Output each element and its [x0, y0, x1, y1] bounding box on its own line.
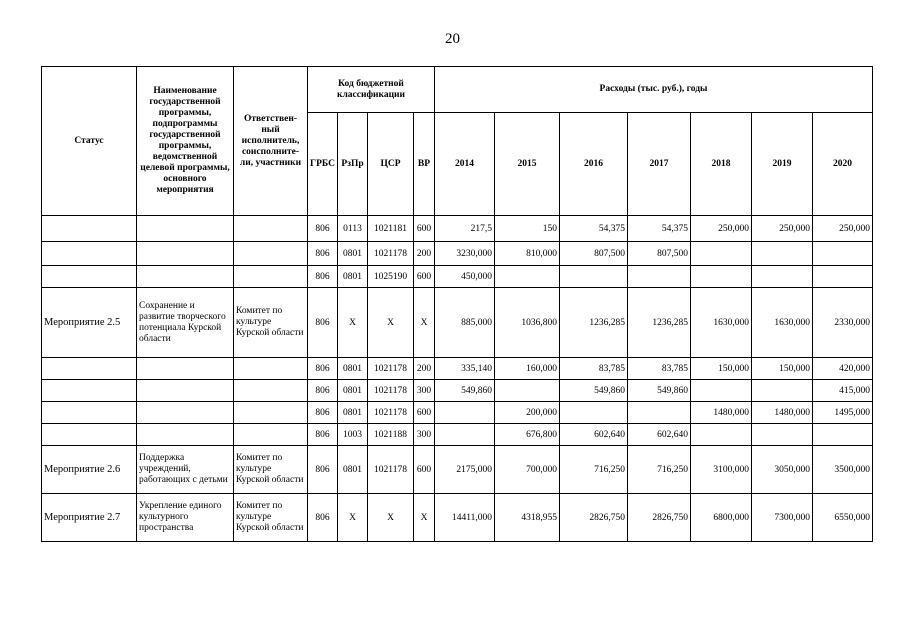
- row-grbs: 806: [308, 402, 338, 424]
- row-expense-value: 549,860: [560, 380, 628, 402]
- row-csr: 1021178: [368, 242, 414, 266]
- row-expense-value: 885,000: [435, 288, 495, 358]
- header-year: 2019: [752, 113, 813, 216]
- row-expense-value: [628, 402, 691, 424]
- row-expense-value: 250,000: [813, 216, 873, 242]
- row-expense-value: 200,000: [495, 402, 560, 424]
- row-grbs: 806: [308, 288, 338, 358]
- row-expense-value: [752, 380, 813, 402]
- row-expense-value: 14411,000: [435, 494, 495, 542]
- row-expense-value: [495, 266, 560, 288]
- row-expense-value: 150,000: [691, 358, 752, 380]
- row-program-name: Укрепление единого культурного пространства: [137, 494, 234, 542]
- row-expense-value: [752, 424, 813, 446]
- row-csr: 1021178: [368, 402, 414, 424]
- row-program-name: [137, 358, 234, 380]
- row-expense-value: 335,140: [435, 358, 495, 380]
- row-grbs: 806: [308, 380, 338, 402]
- row-expense-value: 4318,955: [495, 494, 560, 542]
- table-row: [42, 266, 873, 288]
- row-status: Мероприятие 2.7: [42, 494, 137, 542]
- row-status: [42, 424, 137, 446]
- row-expense-value: 1630,000: [752, 288, 813, 358]
- table-row: [42, 446, 873, 494]
- row-vr: 600: [414, 266, 435, 288]
- row-status: [42, 358, 137, 380]
- row-status: Мероприятие 2.5: [42, 288, 137, 358]
- row-expense-value: 810,000: [495, 242, 560, 266]
- row-expense-value: [495, 380, 560, 402]
- row-rzpr: 0801: [338, 380, 368, 402]
- row-rzpr: 0801: [338, 266, 368, 288]
- row-rzpr: 0113: [338, 216, 368, 242]
- row-expense-value: 2175,000: [435, 446, 495, 494]
- row-expense-value: 150,000: [752, 358, 813, 380]
- row-expense-value: 676,800: [495, 424, 560, 446]
- row-expense-value: [813, 424, 873, 446]
- row-status: [42, 380, 137, 402]
- row-grbs: 806: [308, 266, 338, 288]
- header-expenses: Расходы (тыс. руб.), годы: [435, 67, 873, 113]
- row-expense-value: [691, 266, 752, 288]
- row-expense-value: 549,860: [435, 380, 495, 402]
- budget-table: [41, 66, 873, 542]
- row-expense-value: [691, 424, 752, 446]
- row-vr: Х: [414, 494, 435, 542]
- row-expense-value: [560, 266, 628, 288]
- row-vr: 600: [414, 446, 435, 494]
- table-row: [42, 288, 873, 358]
- table-row: [42, 242, 873, 266]
- row-expense-value: 807,500: [628, 242, 691, 266]
- row-vr: 300: [414, 380, 435, 402]
- row-expense-value: 716,250: [560, 446, 628, 494]
- row-csr: 1021178: [368, 358, 414, 380]
- table-row: [42, 216, 873, 242]
- row-expense-value: 549,860: [628, 380, 691, 402]
- row-grbs: 806: [308, 358, 338, 380]
- row-status: [42, 216, 137, 242]
- row-grbs: 806: [308, 446, 338, 494]
- row-program-name: [137, 216, 234, 242]
- row-csr: Х: [368, 494, 414, 542]
- row-rzpr: 0801: [338, 242, 368, 266]
- row-expense-value: 420,000: [813, 358, 873, 380]
- header-year: 2014: [435, 113, 495, 216]
- row-expense-value: 450,000: [435, 266, 495, 288]
- row-expense-value: 3500,000: [813, 446, 873, 494]
- row-expense-value: 1236,285: [628, 288, 691, 358]
- row-grbs: 806: [308, 494, 338, 542]
- row-expense-value: [813, 242, 873, 266]
- row-program-name: Сохранение и развитие творческого потенциала Курской области: [137, 288, 234, 358]
- table-row: [42, 402, 873, 424]
- row-csr: 1021188: [368, 424, 414, 446]
- row-expense-value: 6550,000: [813, 494, 873, 542]
- row-program-name: [137, 380, 234, 402]
- header-year: 2017: [628, 113, 691, 216]
- row-rzpr: 0801: [338, 402, 368, 424]
- row-csr: Х: [368, 288, 414, 358]
- row-expense-value: [435, 402, 495, 424]
- row-expense-value: 3100,000: [691, 446, 752, 494]
- row-responsible: [234, 216, 308, 242]
- row-program-name: Поддержка учреждений, работающих с детьми: [137, 446, 234, 494]
- row-expense-value: 2826,750: [628, 494, 691, 542]
- row-vr: 200: [414, 242, 435, 266]
- header-status: Статус: [42, 67, 137, 216]
- row-program-name: [137, 242, 234, 266]
- row-responsible: [234, 266, 308, 288]
- row-responsible: [234, 380, 308, 402]
- row-expense-value: [435, 424, 495, 446]
- row-grbs: 806: [308, 242, 338, 266]
- row-expense-value: 415,000: [813, 380, 873, 402]
- row-expense-value: 1630,000: [691, 288, 752, 358]
- row-expense-value: 2826,750: [560, 494, 628, 542]
- row-program-name: [137, 402, 234, 424]
- row-expense-value: 3050,000: [752, 446, 813, 494]
- row-expense-value: 1480,000: [691, 402, 752, 424]
- row-expense-value: 83,785: [628, 358, 691, 380]
- row-expense-value: [560, 402, 628, 424]
- row-csr: 1021181: [368, 216, 414, 242]
- row-status: [42, 242, 137, 266]
- row-vr: 600: [414, 402, 435, 424]
- row-grbs: 806: [308, 424, 338, 446]
- page-number: 20: [445, 31, 460, 47]
- row-vr: 600: [414, 216, 435, 242]
- row-responsible: Комитет по культуре Курской области: [234, 494, 308, 542]
- row-expense-value: 1495,000: [813, 402, 873, 424]
- row-expense-value: 602,640: [560, 424, 628, 446]
- row-expense-value: 150: [495, 216, 560, 242]
- header-csr: ЦСР: [368, 113, 414, 216]
- row-grbs: 806: [308, 216, 338, 242]
- row-responsible: [234, 242, 308, 266]
- row-expense-value: 54,375: [628, 216, 691, 242]
- row-program-name: [137, 424, 234, 446]
- row-status: Мероприятие 2.6: [42, 446, 137, 494]
- table-row: [42, 494, 873, 542]
- header-responsible: Ответствен-ный исполнитель, соисполните-ли, участники: [234, 67, 308, 216]
- row-responsible: [234, 402, 308, 424]
- row-program-name: [137, 266, 234, 288]
- row-expense-value: 7300,000: [752, 494, 813, 542]
- row-responsible: Комитет по культуре Курской области: [234, 446, 308, 494]
- row-expense-value: 54,375: [560, 216, 628, 242]
- row-responsible: Комитет по культуре Курской области: [234, 288, 308, 358]
- row-status: [42, 402, 137, 424]
- header-budget-code: Код бюджетной классификации: [308, 67, 435, 113]
- row-expense-value: [691, 242, 752, 266]
- header-program-name: Наименование государственной программы, подпрограммы государственной программы, ведомственной целевой программы, основного мероприятия: [137, 67, 234, 216]
- table-row: [42, 424, 873, 446]
- row-expense-value: 3230,000: [435, 242, 495, 266]
- row-expense-value: 6800,000: [691, 494, 752, 542]
- row-vr: Х: [414, 288, 435, 358]
- row-expense-value: 250,000: [691, 216, 752, 242]
- row-responsible: [234, 424, 308, 446]
- row-rzpr: 0801: [338, 446, 368, 494]
- header-rzpr: РзПр: [338, 113, 368, 216]
- row-rzpr: Х: [338, 494, 368, 542]
- row-csr: 1021178: [368, 446, 414, 494]
- row-expense-value: [691, 380, 752, 402]
- row-expense-value: 807,500: [560, 242, 628, 266]
- header-grbs: ГРБС: [308, 113, 338, 216]
- row-csr: 1021178: [368, 380, 414, 402]
- row-vr: 300: [414, 424, 435, 446]
- row-expense-value: 1480,000: [752, 402, 813, 424]
- row-expense-value: [813, 266, 873, 288]
- row-responsible: [234, 358, 308, 380]
- row-expense-value: 83,785: [560, 358, 628, 380]
- header-vr: ВР: [414, 113, 435, 216]
- row-rzpr: 0801: [338, 358, 368, 380]
- row-expense-value: 2330,000: [813, 288, 873, 358]
- row-vr: 200: [414, 358, 435, 380]
- row-status: [42, 266, 137, 288]
- header-year: 2018: [691, 113, 752, 216]
- row-expense-value: 160,000: [495, 358, 560, 380]
- row-csr: 1025190: [368, 266, 414, 288]
- header-year: 2015: [495, 113, 560, 216]
- row-expense-value: 250,000: [752, 216, 813, 242]
- row-expense-value: [752, 266, 813, 288]
- row-rzpr: 1003: [338, 424, 368, 446]
- row-rzpr: Х: [338, 288, 368, 358]
- row-expense-value: 700,000: [495, 446, 560, 494]
- row-expense-value: [628, 266, 691, 288]
- row-expense-value: 1036,800: [495, 288, 560, 358]
- table-row: [42, 380, 873, 402]
- row-expense-value: 217,5: [435, 216, 495, 242]
- row-expense-value: 1236,285: [560, 288, 628, 358]
- row-expense-value: 602,640: [628, 424, 691, 446]
- table-row: [42, 358, 873, 380]
- header-year: 2020: [813, 113, 873, 216]
- header-year: 2016: [560, 113, 628, 216]
- row-expense-value: [752, 242, 813, 266]
- row-expense-value: 716,250: [628, 446, 691, 494]
